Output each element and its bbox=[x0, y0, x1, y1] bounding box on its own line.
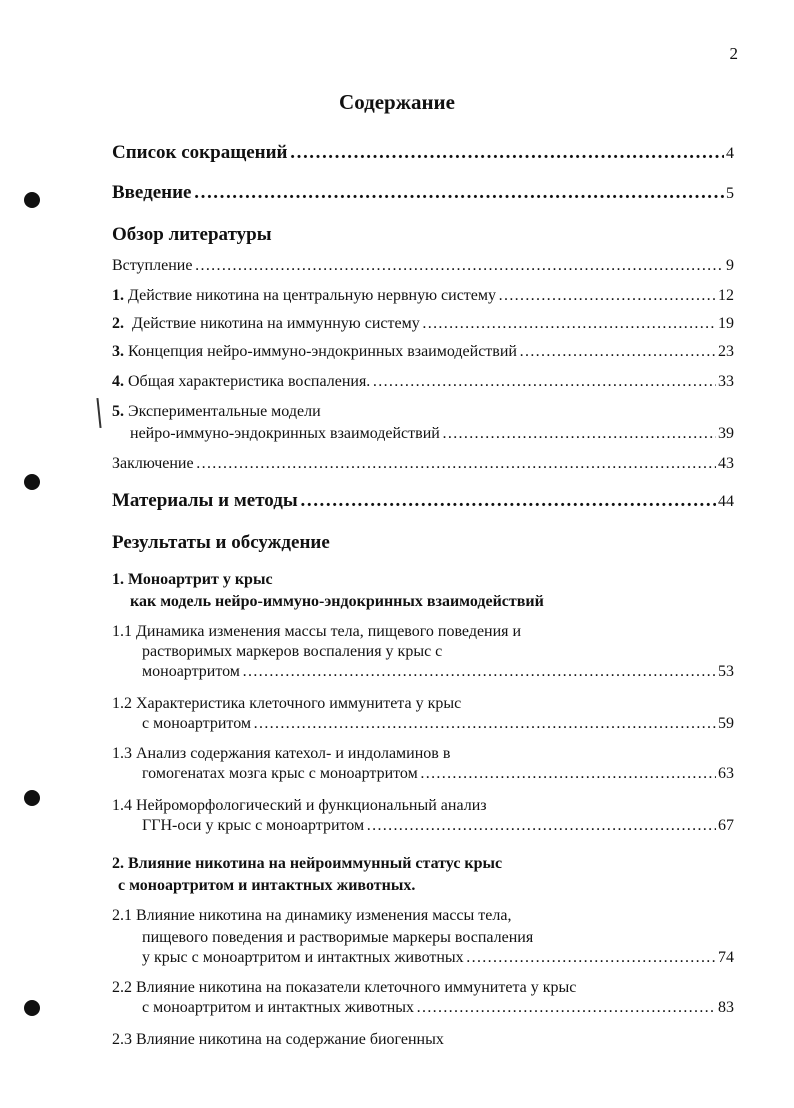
toc-page: 43 bbox=[718, 455, 734, 472]
toc-entry-2-1-line1[interactable]: 2.1 Влияние никотина на динамику изменения массы тела, bbox=[112, 907, 512, 924]
toc-entry-introduction[interactable] bbox=[112, 182, 734, 205]
toc-label: Заключение bbox=[112, 455, 194, 472]
toc-page: 83 bbox=[718, 999, 734, 1016]
toc-chapter-1-line2[interactable]: как модель нейро-иммуно-эндокринных взаимодействий bbox=[130, 593, 544, 610]
toc-entry-2-1-line2[interactable]: пищевого поведения и растворимые маркеры воспаления bbox=[142, 929, 534, 946]
toc-entry-methods[interactable] bbox=[112, 490, 734, 513]
toc-label: моноартритом bbox=[142, 663, 240, 680]
toc-label: гомогенатах мозга крыс с моноартритом bbox=[142, 765, 418, 782]
toc-page: 9 bbox=[726, 257, 734, 274]
toc-label: Материалы и методы bbox=[112, 490, 298, 511]
toc-page: 12 bbox=[718, 287, 734, 304]
leader-dots bbox=[290, 142, 724, 165]
leader-dots bbox=[420, 764, 716, 783]
toc-entry-1-1-line2[interactable]: растворимых маркеров воспаления у крыс с bbox=[142, 643, 443, 660]
leader-dots bbox=[196, 454, 716, 473]
section-heading-results: Результаты и обсуждение bbox=[112, 532, 330, 553]
toc-page: 44 bbox=[718, 493, 734, 510]
toc-chapter-2-line2[interactable]: с моноартритом и интактных животных. bbox=[118, 877, 416, 894]
toc-page: 59 bbox=[718, 715, 734, 732]
binder-hole bbox=[24, 790, 40, 806]
leader-dots bbox=[519, 342, 716, 361]
toc-chapter-1-line1[interactable]: 1. Моноартрит у крыс bbox=[112, 571, 273, 588]
leader-dots bbox=[498, 286, 716, 305]
toc-entry-lit-2[interactable] bbox=[112, 314, 734, 333]
toc-entry-2-2-line1[interactable]: 2.2 Влияние никотина на показатели клеточного иммунитета у крыс bbox=[112, 979, 577, 996]
toc-label: с моноартритом bbox=[142, 715, 252, 732]
toc-entry-1-1[interactable] bbox=[142, 662, 734, 681]
toc-entry-1-3-line1[interactable]: 1.3 Анализ содержания катехол- и индоламинов в bbox=[112, 745, 451, 762]
toc-label: Концепция нейро-иммуно-эндокринных взаимодействий bbox=[128, 343, 517, 360]
toc-entry-lit-conclusion[interactable] bbox=[112, 454, 734, 473]
toc-entry-2-3-line1[interactable]: 2.3 Влияние никотина на содержание биогенных bbox=[112, 1031, 444, 1048]
toc-entry-lit-1[interactable] bbox=[112, 286, 734, 305]
toc-label: нейро-иммуно-эндокринных взаимодействий bbox=[130, 425, 440, 442]
toc-entry-1-3[interactable] bbox=[142, 764, 734, 783]
toc-number: 4. bbox=[112, 373, 124, 390]
toc-number: 5. bbox=[112, 403, 124, 420]
toc-label: Действие никотина на иммунную систему bbox=[132, 315, 420, 332]
binder-hole bbox=[24, 192, 40, 208]
toc-entry-lit-intro[interactable] bbox=[112, 256, 734, 275]
section-heading-literature: Обзор литературы bbox=[112, 224, 272, 245]
leader-dots bbox=[422, 314, 716, 333]
toc-page: 39 bbox=[718, 425, 734, 442]
toc-entry-1-4[interactable] bbox=[142, 816, 734, 835]
toc-page: 67 bbox=[718, 817, 734, 834]
toc-page: 19 bbox=[718, 315, 734, 332]
toc-page: 5 bbox=[726, 185, 734, 202]
leader-dots bbox=[242, 662, 716, 681]
leader-dots bbox=[416, 998, 716, 1017]
toc-entry-2-1[interactable] bbox=[142, 948, 734, 967]
toc-entry-lit-5-line1[interactable] bbox=[112, 402, 321, 421]
toc-entry-abbreviations[interactable] bbox=[112, 142, 734, 165]
toc-number: 2. bbox=[112, 315, 124, 332]
leader-dots bbox=[366, 816, 716, 835]
toc-page: 33 bbox=[718, 373, 734, 390]
toc-label: Вступление bbox=[112, 257, 193, 274]
leader-dots bbox=[300, 490, 716, 513]
toc-entry-lit-4[interactable] bbox=[112, 372, 734, 391]
leader-dots bbox=[253, 714, 716, 733]
toc-label: Экспериментальные модели bbox=[128, 403, 321, 420]
page-title: Содержание bbox=[339, 90, 455, 114]
toc-entry-2-2[interactable] bbox=[142, 998, 734, 1017]
binder-hole bbox=[24, 1000, 40, 1016]
toc-label: у крыс с моноартритом и интактных животных bbox=[142, 949, 464, 966]
toc-entry-lit-3[interactable] bbox=[112, 342, 734, 361]
toc-label: Список сокращений bbox=[112, 142, 288, 163]
toc-entry-lit-5[interactable] bbox=[130, 424, 734, 443]
leader-dots bbox=[194, 256, 724, 275]
leader-dots bbox=[466, 948, 716, 967]
toc-page: 4 bbox=[726, 145, 734, 162]
page-number: 2 bbox=[729, 44, 738, 63]
toc-number: 1. bbox=[112, 287, 124, 304]
toc-page: 53 bbox=[718, 663, 734, 680]
leader-dots bbox=[194, 182, 725, 205]
binder-hole bbox=[24, 474, 40, 490]
toc-label: с моноартритом и интактных животных bbox=[142, 999, 415, 1016]
toc-page: 74 bbox=[718, 949, 734, 966]
toc-number: 3. bbox=[112, 343, 124, 360]
leader-dots bbox=[372, 372, 716, 391]
toc-label: Общая характеристика воспаления. bbox=[128, 373, 371, 390]
toc-chapter-2-line1[interactable]: 2. Влияние никотина на нейроиммунный статус крыс bbox=[112, 855, 503, 872]
toc-page: 63 bbox=[718, 765, 734, 782]
pen-mark bbox=[96, 398, 101, 428]
toc-entry-1-4-line1[interactable]: 1.4 Нейроморфологический и функциональный анализ bbox=[112, 797, 487, 814]
toc-entry-1-2-line1[interactable]: 1.2 Характеристика клеточного иммунитета у крыс bbox=[112, 695, 462, 712]
toc-entry-1-2[interactable] bbox=[142, 714, 734, 733]
toc-label: Введение bbox=[112, 182, 192, 203]
leader-dots bbox=[442, 424, 716, 443]
toc-page: 23 bbox=[718, 343, 734, 360]
toc-entry-1-1-line1[interactable]: 1.1 Динамика изменения массы тела, пищевого поведения и bbox=[112, 623, 522, 640]
toc-label: Действие никотина на центральную нервную систему bbox=[128, 287, 497, 304]
toc-label: ГГН-оси у крыс с моноартритом bbox=[142, 817, 365, 834]
